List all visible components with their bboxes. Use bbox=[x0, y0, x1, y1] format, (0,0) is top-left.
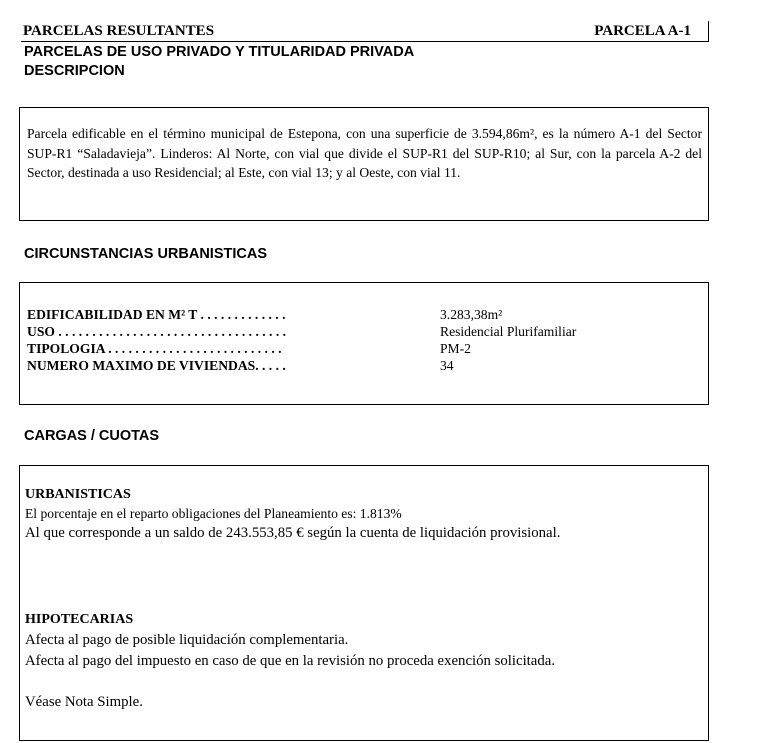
hipotecarias-impuesto: Afecta al pago del impuesto en caso de que en la revisión no proceda exención solicitada. bbox=[25, 653, 556, 669]
document-header bbox=[21, 21, 709, 42]
header-parcela-id: PARCELA A-1 bbox=[594, 23, 691, 39]
urbanisticas-title: URBANISTICAS bbox=[25, 487, 131, 502]
circ-value: 34 bbox=[440, 358, 454, 373]
hipotecarias-liquidacion: Afecta al pago de posible liquidación complementaria. bbox=[25, 632, 349, 648]
header-divider bbox=[708, 21, 709, 41]
descripcion-title: DESCRIPCION bbox=[24, 63, 125, 79]
urbanisticas-porcentaje: El porcentaje en el reparto obligaciones del Planeamiento es: 1.813% bbox=[25, 506, 402, 521]
urbanisticas-saldo: Al que corresponde a un saldo de 243.553,85 € según la cuenta de liquidación provisional. bbox=[25, 525, 561, 541]
descripcion-box bbox=[19, 107, 709, 221]
circ-label: USO . . . . . . . . . . . . . . . . . . . . . . . . . . . . . . . . . . bbox=[27, 324, 287, 339]
main-title: PARCELAS DE USO PRIVADO Y TITULARIDAD PRIVADA bbox=[24, 44, 415, 60]
hipotecarias-title: HIPOTECARIAS bbox=[25, 612, 134, 627]
circunstancias-title: CIRCUNSTANCIAS URBANISTICAS bbox=[24, 246, 268, 262]
circ-label: TIPOLOGIA . . . . . . . . . . . . . . . . . . . . . . . . . . bbox=[27, 341, 282, 356]
circ-label: NUMERO MAXIMO DE VIVIENDAS. . . . . bbox=[27, 358, 286, 373]
descripcion-text: Parcela edificable en el término municipal de Estepona, con una superficie de 3.594,86m², es la número A-1 del Sector SUP-R1 “Saladavieja”. Linderos: Al Norte, con vial que divide el SUP-R1 del SUP-R10; al Sur, con la parcela A-2 del Sector, destinada a uso Residencial; al Este, con vial 13; y al Oeste, con vial 11. bbox=[27, 126, 702, 180]
cargas-title: CARGAS / CUOTAS bbox=[24, 428, 160, 444]
header-parcelas-resultantes: PARCELAS RESULTANTES bbox=[23, 23, 215, 39]
circ-value: Residencial Plurifamiliar bbox=[440, 324, 577, 339]
circunstancias-box bbox=[19, 282, 709, 405]
circ-label: EDIFICABILIDAD EN M² T . . . . . . . . . . . . . bbox=[27, 307, 286, 322]
hipotecarias-nota-simple: Véase Nota Simple. bbox=[25, 694, 143, 710]
circ-value: PM-2 bbox=[440, 341, 471, 356]
circ-value: 3.283,38m² bbox=[440, 307, 503, 322]
cargas-box bbox=[19, 465, 709, 741]
